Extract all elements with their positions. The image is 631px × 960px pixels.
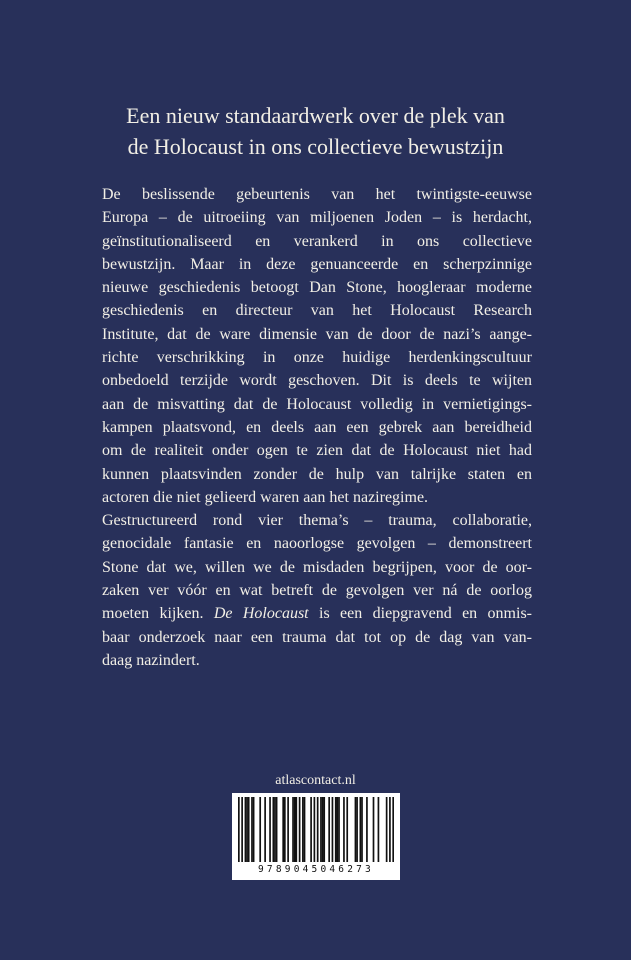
barcode-bar xyxy=(373,797,375,862)
isbn-number: 9789045046273 xyxy=(258,864,374,875)
barcode-bar xyxy=(355,797,357,862)
barcode-bar xyxy=(284,797,286,862)
headline xyxy=(70,100,561,162)
blurb-line: genocidale fantasie en naoorlogse gevolgen – demonstreert xyxy=(102,535,532,553)
blurb-line: geïnstitutionaliseerd en verankerd in ons collectieve xyxy=(102,232,532,250)
blurb-line: richte verschrikking in onze huidige herdenkingscultuur xyxy=(102,349,532,367)
barcode-bar xyxy=(299,797,301,862)
barcode-bar xyxy=(343,797,345,862)
barcode-bar xyxy=(335,797,337,862)
barcode-bar xyxy=(246,797,248,862)
barcode-bar xyxy=(378,797,380,862)
barcode xyxy=(232,793,400,880)
blurb-line: aan de misvatting dat de Holocaust volledig in vernietigings- xyxy=(102,395,532,413)
barcode-bar xyxy=(310,797,312,862)
barcode-bar xyxy=(389,797,391,862)
headline-line-2: de Holocaust in ons collectieve bewustzijn xyxy=(127,134,504,159)
barcode-bar xyxy=(251,797,253,862)
barcode-bar xyxy=(295,797,297,862)
barcode-bar xyxy=(332,797,334,862)
barcode-bar xyxy=(272,797,274,862)
barcode-bar xyxy=(386,797,388,862)
barcode-bars xyxy=(238,797,394,862)
blurb-line: kampen plaatsvond, en deels aan een gebrek aan bereidheid xyxy=(102,418,532,436)
barcode-bar xyxy=(314,797,316,862)
barcode-bar xyxy=(294,797,296,862)
barcode-bar xyxy=(356,797,358,862)
barcode-bar xyxy=(238,797,240,862)
barcode-bar xyxy=(317,797,319,862)
blurb-text-fragment: is een diepgravend en onmis- xyxy=(308,605,532,623)
barcode-bar xyxy=(269,797,271,862)
blurb-line: geschiedenis en directeur van het Holocaust Research xyxy=(102,302,532,320)
barcode-bar xyxy=(241,797,243,862)
blurb-line: nieuwe geschiedenis betoogt Dan Stone, hoogleraar moderne xyxy=(102,279,532,297)
barcode-bar xyxy=(253,797,255,862)
barcode-bar xyxy=(276,797,278,862)
headline-line-1: Een nieuw standaardwerk over de plek van xyxy=(126,103,505,128)
barcode-bar xyxy=(292,797,294,862)
barcode-bar xyxy=(346,797,348,862)
barcode-bar xyxy=(245,797,247,862)
barcode-bar xyxy=(287,797,289,862)
barcode-bar xyxy=(304,797,306,862)
blurb-line: bewustzijn. Maar in deze genuanceerde en scherpzinnige xyxy=(102,255,532,273)
barcode-bar xyxy=(302,797,304,862)
blurb-line: onbedoeld terzijde wordt geschoven. Dit is deels te wijten xyxy=(102,372,532,390)
blurb-line: Europa – de uitroeiing van miljoenen Joden – is herdacht, xyxy=(102,209,532,227)
barcode-bar xyxy=(360,797,362,862)
barcode-bar xyxy=(322,797,324,862)
barcode-bar xyxy=(282,797,284,862)
blurb-line: om de realiteit onder ogen te zien dat de Holocaust niet had xyxy=(102,442,532,460)
blurb-line: actoren die niet gelieerd waren aan het naziregime. xyxy=(102,488,429,506)
barcode-bar xyxy=(248,797,250,862)
barcode-bar xyxy=(392,797,394,862)
barcode-bar xyxy=(264,797,266,862)
barcode-bar xyxy=(274,797,276,862)
blurb-line: kunnen plaatsvinden zonder de hulp van talrijke staten en xyxy=(102,465,532,483)
barcode-bar xyxy=(320,797,322,862)
barcode-bar xyxy=(366,797,368,862)
barcode-bar xyxy=(338,797,340,862)
blurb-text-fragment: moeten kijken. xyxy=(102,605,214,623)
barcode-bar xyxy=(259,797,261,862)
blurb-line-with-title xyxy=(102,602,532,625)
publisher-url: atlascontact.nl xyxy=(275,773,356,788)
barcode-bar xyxy=(361,797,363,862)
barcode-bar xyxy=(328,797,330,862)
blurb-line: zaken ver vóór en wat betreft de gevolgen ver ná de oorlog xyxy=(102,582,532,600)
barcode-bar xyxy=(323,797,325,862)
blurb-line: De beslissende gebeurtenis van het twintigste-eeuwse xyxy=(102,186,532,203)
blurb-line: Institute, dat de ware dimensie van de door de nazi’s aange- xyxy=(102,325,532,343)
blurb-line: daag nazindert. xyxy=(102,651,200,669)
blurb-line: Gestructureerd rond vier thema’s – trauma, collaboratie, xyxy=(102,512,532,530)
blurb-line: Stone dat we, willen we de misdaden begrijpen, voor de oor- xyxy=(102,558,532,576)
blurb-text xyxy=(102,183,532,672)
barcode-bar xyxy=(337,797,339,862)
book-title-italic: De Holocaust xyxy=(213,605,309,623)
blurb-line: baar onderzoek naar een trauma dat tot op de dag van van- xyxy=(102,628,532,646)
